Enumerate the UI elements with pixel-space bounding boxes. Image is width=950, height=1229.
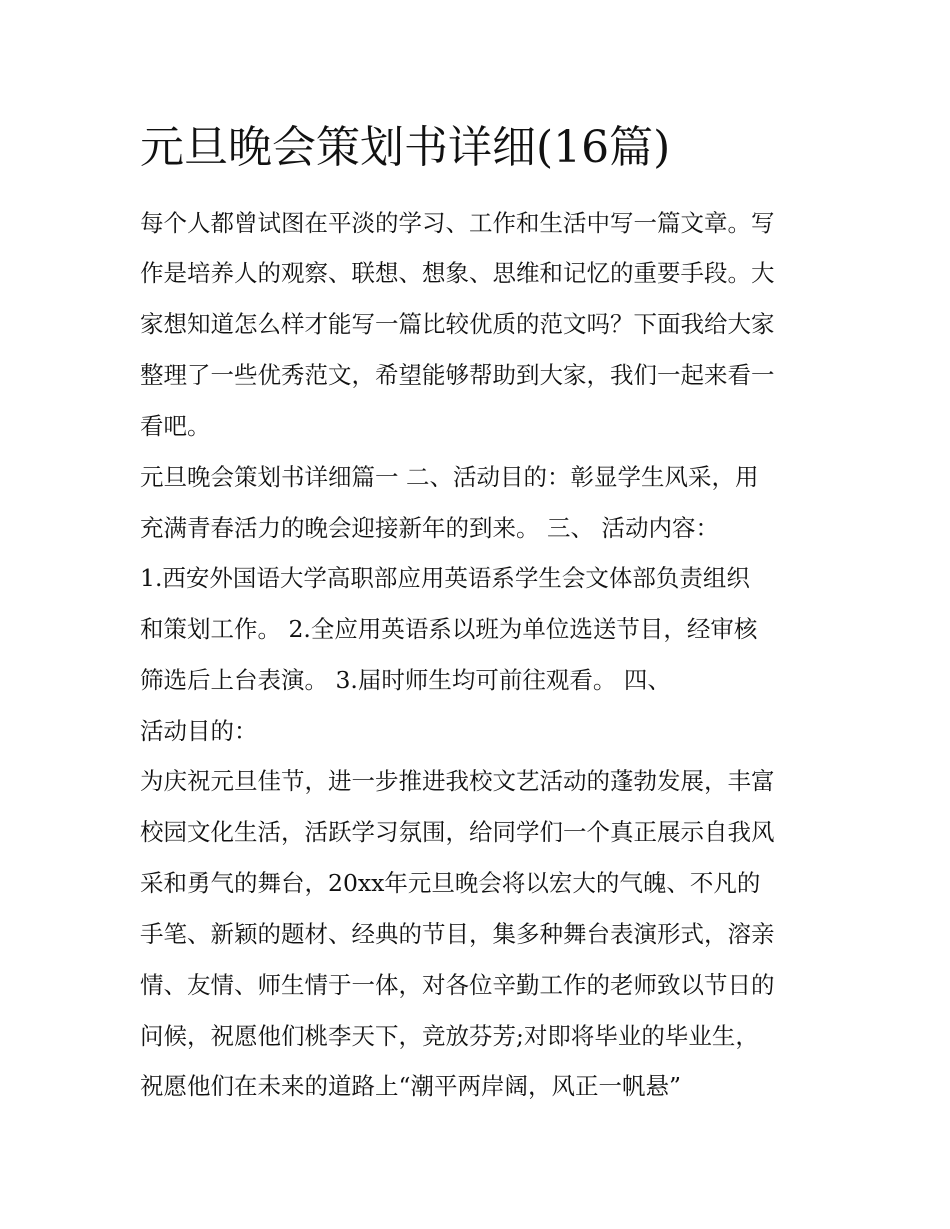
- text-line: 充满青春活力的晚会迎接新年的到来。 三、 活动内容：: [140, 514, 719, 542]
- text-line: 手笔、新颖的题材、经典的节目，集多种舞台表演形式，溶亲: [140, 920, 775, 948]
- text-line: 家想知道怎么样才能写一篇比较优质的范文吗？下面我给大家: [140, 310, 775, 338]
- text-line: 1.西安外国语大学高职部应用英语系学生会文体部负责组织: [140, 564, 750, 592]
- text-line: 作是培养人的观察、联想、想象、思维和记忆的重要手段。大: [140, 259, 775, 287]
- text-line: 看吧。: [140, 412, 211, 440]
- text-line: 问候，祝愿他们桃李天下，竞放芬芳;对即将毕业的毕业生，: [140, 1022, 759, 1050]
- text-line: 情、友情、师生情于一体，对各位辛勤工作的老师致以节日的: [140, 971, 775, 999]
- section-heading-line: 元旦晚会策划书详细篇一 二、活动目的：彰显学生风采，用: [140, 463, 759, 491]
- subheading-line: 活动目的：: [140, 717, 258, 745]
- text-line: 整理了一些优秀范文，希望能够帮助到大家，我们一起来看一: [140, 361, 775, 389]
- text-line: 采和勇气的舞台，20xx年元旦晚会将以宏大的气魄、不凡的: [140, 869, 761, 897]
- text-line: 祝愿他们在未来的道路上“潮平两岸阔，风正一帆悬”: [140, 1072, 682, 1100]
- text-line: 为庆祝元旦佳节，进一步推进我校文艺活动的蓬勃发展，丰富: [140, 767, 775, 795]
- text-line: 校园文化生活，活跃学习氛围，给同学们一个真正展示自我风: [140, 818, 775, 846]
- document-title: 元旦晚会策划书详细(16篇): [140, 122, 671, 173]
- text-line: 每个人都曾试图在平淡的学习、工作和生活中写一篇文章。写: [140, 209, 775, 237]
- text-line: 和策划工作。 2.全应用英语系以班为单位选送节目，经审核: [140, 615, 758, 643]
- text-line: 筛选后上台表演。 3.届时师生均可前往观看。 四、: [140, 666, 671, 694]
